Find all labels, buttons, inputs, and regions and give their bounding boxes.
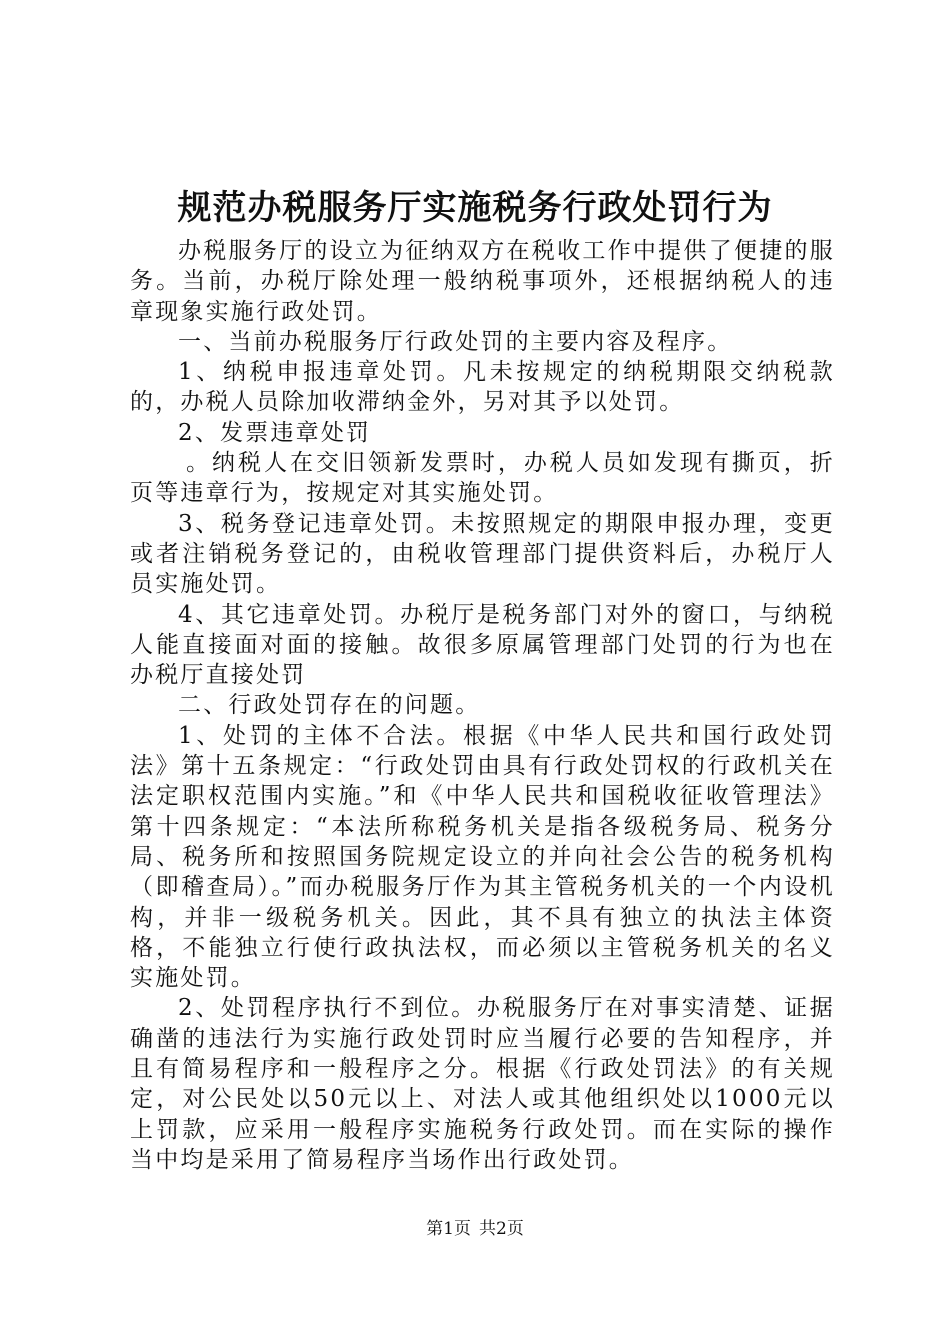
paragraph-item-3: 3、税务登记违章处罚。未按照规定的期限申报办理，变更或者注销税务登记的，由税收管理部门提供资料后，办税厅人员实施处罚。 <box>130 510 835 598</box>
paragraph-item-2-heading: 2、发票违章处罚 <box>178 419 372 446</box>
document-body <box>130 236 835 1175</box>
page-total: 共2页 <box>479 1219 524 1239</box>
page-number: 第1页 <box>426 1219 471 1239</box>
document-title: 规范办税服务厅实施税务行政处罚行为 <box>177 188 773 228</box>
section-heading-2: 二、行政处罚存在的问题。 <box>178 692 481 719</box>
paragraph-item-2-body: 。纳税人在交旧领新发票时，办税人员如发现有撕页，折页等违章行为，按规定对其实施处罚。 <box>130 450 835 507</box>
paragraph-problem-2: 2、处罚程序执行不到位。办税服务厅在对事实清楚、证据确凿的违法行为实施行政处罚时应当履行必要的告知程序，并且有简易程序和一般程序之分。根据《行政处罚法》的有关规定，对公民处以50元以上、对法人或其他组织处以1000元以上罚款，应采用一般程序实施税务行政处罚。而在实际的操作当中均是采用了简易程序当场作出行政处罚。 <box>130 995 835 1173</box>
paragraph-intro: 办税服务厅的设立为征纳双方在税收工作中提供了便捷的服务。当前，办税厅除处理一般纳税事项外，还根据纳税人的违章现象实施行政处罚。 <box>130 238 835 325</box>
paragraph-problem-1: 1、处罚的主体不合法。根据《中华人民共和国行政处罚法》第十五条规定：“行政处罚由具有行政处罚权的行政机关在法定职权范围内实施。”和《中华人民共和国税收征收管理法》第十四条规定：“本法所称税务机关是指各级税务局、税务分局、税务所和按照国务院规定设立的并向社会公告的税务机构（即稽查局）。”而办税服务厅作为其主管税务机关的一个内设机构，并非一级税务机关。因此，其不具有独立的执法主体资格，不能独立行使行政执法权，而必须以主管税务机关的名义实施处罚。 <box>130 722 835 992</box>
page-footer <box>0 1218 950 1240</box>
paragraph-item-1: 1、纳税申报违章处罚。凡未按规定的纳税期限交纳税款的，办税人员除加收滞纳金外，另对其予以处罚。 <box>130 359 835 416</box>
paragraph-item-4: 4、其它违章处罚。办税厅是税务部门对外的窗口，与纳税人能直接面对面的接触。故很多原属管理部门处罚的行为也在办税厅直接处罚 <box>130 601 835 689</box>
section-heading-1: 一、当前办税服务厅行政处罚的主要内容及程序。 <box>178 328 733 355</box>
